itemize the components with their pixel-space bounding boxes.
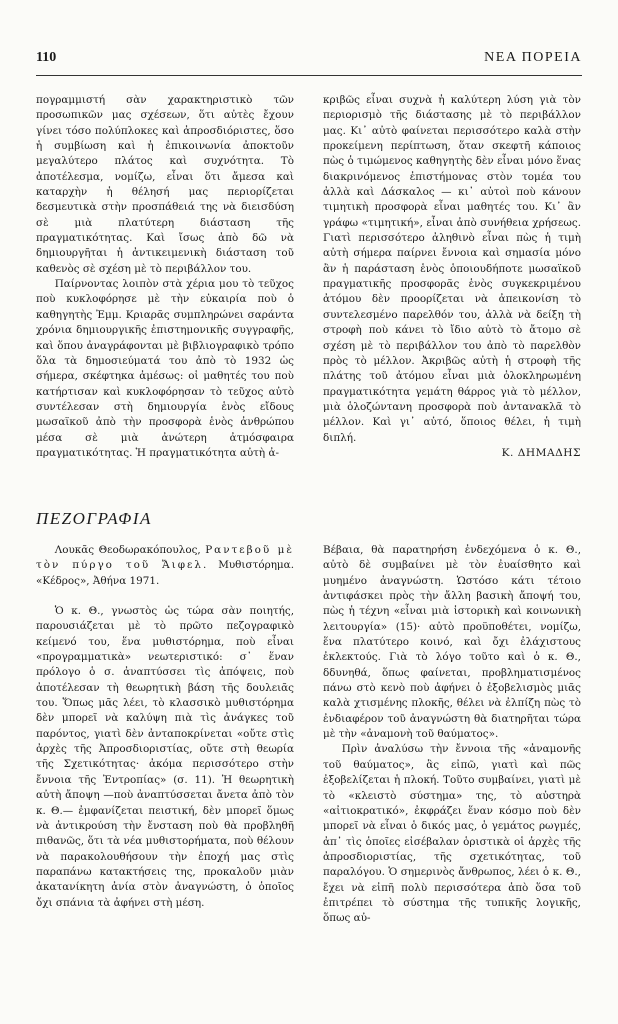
paragraph: κριβῶς εἶναι συχνὰ ἡ καλύτερη λύση γιὰ τὸν περιορισμὸ τῆς διάστασης μὲ τὸ περιβάλλον μας. Κι᾽ αὐτὸ φαίνεται περισσότερο καλὰ στὴν προκείμενη περίπτωση, ὅταν σκεφτῆ κάποιος πὼς ὁ τιμώμενος καθηγητὴς δὲν εἶναι μόνο ἕνας διακρινόμενος ἐπιστήμονας στὸν τομέα του ἀλλὰ καὶ Δάσκαλος — κι᾽ αὐτοὶ ποὺ κάνουν τιμητικὴ προσφορὰ εἶναι μαθητές του. Κι᾽ ἂν γράφω «τιμητική», εἶναι ἀπὸ συνήθεια χρήσεως. Γιατὶ περισσότερο ἀληθινὸ εἶναι πὼς ἡ τιμὴ αὐτὴ σήμερα παίρνει ἔννοια καὶ σημασία μόνο ἂν ἡ παράσταση ἑνὸς ὁποιουδήποτε μωσαϊκοῦ πραγματικῆς προσφορᾶς ἑνὸς συγκεκριμένου ἀτόμου δὲν προορίζεται νὰ ἀπεικονίση τὸ συντελεσμένο παρελθόν του, ἀλλὰ νὰ δείξη τὴ στροφὴ ποὺ κάνει τὸ ἴδιο αὐτὸ τὸ ἄτομο σὲ σχέση μὲ τὸ περιβάλλον του ἀπὸ τὸ παρελθὸν πρὸς τὸ μέλλον. Ἀκριβῶς αὐτὴ ἡ στροφὴ τῆς πλάτης τοῦ ἀτόμου εἶναι μιὰ ὁλοκληρωμένη πραγματικότητα γεμάτη θάρρος γιὰ τὸ μέλλον, μιὰ ὁλοζώντανη προσφορὰ ποὺ ἀντανακλᾶ τὸ μέλλον. Καὶ γι᾽ αὐτό, ὅποιος θέλει, ἡ τιμὴ διπλή.	[323, 94, 581, 444]
bottom-right-column	[323, 543, 581, 927]
top-right-column	[323, 93, 581, 461]
paragraph: Παίρνοντας λοιπὸν στὰ χέρια μου τὸ τεῦχος ποὺ κυκλοφόρησε μὲ τὴν εὐκαιρία ποὺ ὁ καθηγητὴς Ἐμμ. Κριαρᾶς συμπληρώνει σαράντα χρόνια δημιουργικῆς ἐπιστημονικῆς συγγραφῆς, καὶ ὅπου ἀναγράφονται μὲ βιβλιογραφικὸ τρόπο ὅλα τὰ δημοσιεύματά του ἀπὸ τὸ 1932 ὡς σήμερα, σκέφτηκα ἀμέσως: οἱ μαθητές του ποὺ κατήρτισαν καὶ κυκλοφόρησαν τὸ τεῦχος αὐτὸ συντέλεσαν στὴ δημιουργία ἑνὸς εἴδους μωσαϊκοῦ ἀπὸ τὴν προσφορὰ ἑνὸς ἀνθρώπου μέσα σὲ μιὰ ἀνώτερη ἀτμόσφαιρα πραγματικότητας. Ἡ πραγματικότητα αὐτὴ ἀ-	[36, 278, 294, 459]
paragraph: πογραμμιστή σὰν χαρακτηριστικὸ τῶν προσωπικῶν μας σχέσεων, ὅτι αὐτὲς ἔχουν γίνει τόσο πολύπλοκες καὶ ἀπροσδιόριστες, ὅσο ἡ συμβίωση καὶ ἡ ἐπικοινωνία ἀποκτοῦν μεγαλύτερο πλάτος καὶ συχνότητα. Τὸ ἀποτέλεσμα, νομίζω, εἶναι ὅτι ἄμεσα καὶ καταρχὴν ἡ θέλησή μας περιορίζεται δεσμευτικὰ στὴν προσπάθειά της νὰ διεισδύση σὲ μιὰ πλατύτερη διάσταση τῆς πραγματικότητας. Καὶ ἴσως ἀπὸ δῶ νὰ δημιουργῆται ἡ ἀντικειμενικὴ διάσταση τοῦ καθενὸς σὲ σχέση μὲ τὸ περιβάλλον του.	[36, 94, 294, 275]
book-title: Ραντεβοῦ μὲ τὸν πύργο τοῦ Ἄιφελ.	[36, 544, 295, 572]
page-number: 110	[36, 50, 57, 65]
book-author: Λουκᾶς Θεοδωρακόπουλος,	[54, 544, 201, 556]
book-details: Μυθιστόρημα. «Κέδρος», Ἀθήνα 1971.	[36, 559, 294, 587]
paragraph: Βέβαια, θὰ παρατηρήση ἐνδεχόμενα ὁ κ. Θ., αὐτὸ δὲ συμβαίνει μὲ τὸν ἐυαίσθητο καὶ μυημένο ἀναγνώστη. Ὡστόσο κάτι τέτοιο ἀντιφάσκει πρὸς τὴν ἄλλη βασικὴ ἄποψή του, πὼς ἡ τέχνη «εἶναι μιὰ ἱστορικὴ καὶ κοινωνικὴ λειτουργία» (15)· αὐτὸ προϋποθέτει, νομίζω, ἕνα πλατύτερο κοινό, καὶ ὄχι ἐλάχιστους ἐκλεκτούς. Γιὰ τὸ λόγο τοῦτο καὶ ὁ κ. Θ., δδυνηθά, ὅπως φαίνεται, προβληματισμένος πάνω στὸ κενὸ ποὺ ἀφήνει ὁ ἐξοβελισμὸς μιᾶς καλὰ χτισμένης πλοκῆς, θέλει νὰ ἐλπίζη πὼς τὸ ἐνδιαφέρον τοῦ ἀναγνώστη θὰ διατηρῆται τώρα μὲ τὴν «ἀναμονὴ τοῦ θαύματος».	[323, 544, 581, 741]
top-left-column	[36, 93, 294, 461]
review-heading	[36, 543, 294, 589]
header-rule	[36, 75, 582, 76]
paragraph: Πρὶν ἀναλύσω τὴν ἔννοια τῆς «ἀναμονῆς τοῦ θαύματος», ἂς εἰπῶ, γιατὶ καὶ πῶς ἐξοβελίζεται ἡ πλοκή. Τοῦτο συμβαίνει, γιατὶ μὲ τὸ «κλειστὸ σύστημα» της, τὸ αὐστηρὰ «αἰτιοκρατικό», ἐκφράζει ἕναν κόσμο ποὺ δὲν μπορεῖ νὰ εἶναι ὁ δικός μας, ὁ γεμάτος ρωγμές, ἀπ᾽ τὶς ὁποῖες εἰσέβαλαν ὁριστικὰ οἱ ἀρχὲς τῆς ἀπροσδιοριστίας, τῆς σχετικότητας, τοῦ παραλόγου. Ὁ σημερινὸς ἄνθρωπος, λέει ὁ κ. Θ., ἔχει νὰ εἰπῆ πολὺ περισσότερα ἀπὸ ὅσα τοῦ ἐπιτρέπει τὸ σύστημα τῆς τυπικῆς λογικῆς, ὅπως αὐ-	[323, 743, 581, 925]
bottom-left-column	[36, 543, 294, 911]
paragraph: Ὁ κ. Θ., γνωστὸς ὡς τώρα σὰν ποιητής, παρουσιάζεται μὲ τὸ πρῶτο πεζογραφικὸ κείμενό του, ἕνα μυθιστόρημα, ποὺ εἶναι «προγραμματικὰ» νεωτεριστικό: σ᾽ ἕναν πρόλογο ὁ σ. ἀναπτύσσει τὶς ἀπόψεις, ποὺ ἀποτέλεσαν τὴ θεωρητικὴ βάση τῆς δουλειᾶς του. Ὅπως μᾶς λέει, τὸ κλασσικὸ μυθιστόρημα δὲν μπορεῖ νὰ καλύψη πιὰ τὶς ἀνάγκες τοῦ παρόντος, γιατὶ δὲν ἀνταποκρίνεται «οὔτε στὶς ἀρχὲς τῆς Ἀπροσδιοριστίας, οὔτε στὴ θεωρία τῆς Σχετικότητας· ἀκόμα περισσότερο στὴν ἔννοια τῆς Ἐντροπίας» (σ. 11). Ἡ θεωρητικὴ αὐτὴ ἄποψη —ποὺ ἀναπτύσσεται ἄνετα ἀπὸ τὸν κ. Θ.— ἐμφανίζεται πειστική, δὲν μπορεῖ ὅμως νὰ ἀντικρούση τὴν ἔνσταση ποὺ θὰ προβληθῆ πιθανῶς, ὅτι τὰ νέα μυθιστορήματα, ποὺ θέλουν νὰ παρακολουθήσουν τὴν ἐποχή μας στὶς παραπάνω κατακτήσεις της, προκαλοῦν μιὰν ἀκατανίκητη ἀνία στὸν ἀναγνώστη, ὁ ὁποῖος ὄχι σπάνια τὰ ἀφήνει στὴ μέση.	[36, 605, 294, 909]
section-title: ΠΕΖΟΓΡΑΦΙΑ	[36, 509, 152, 528]
page-header	[36, 50, 582, 70]
running-title: ΝΕΑ ΠΟΡΕΙΑ	[484, 50, 582, 65]
author-signature: Κ. ΔΗΜΑΔΗΣ	[501, 446, 581, 459]
